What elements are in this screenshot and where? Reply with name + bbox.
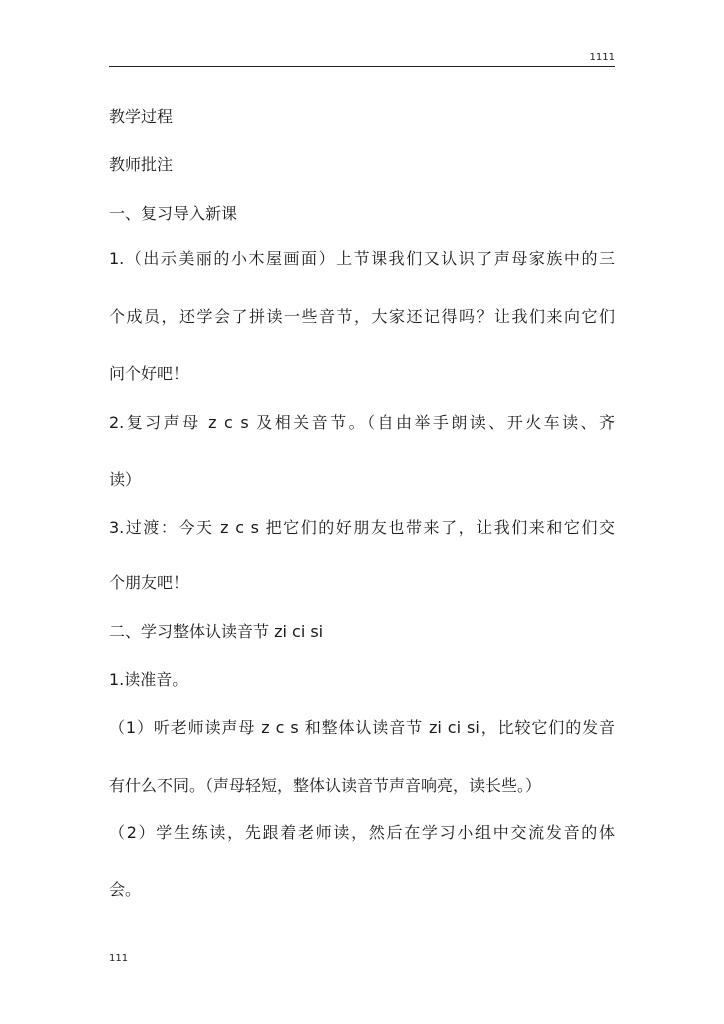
section-heading-syllables: 二、学习整体认读音节 zi ci si xyxy=(109,622,324,641)
paragraph-line: 个成员，还学会了拼读一些音节，大家还记得吗？让我们来向它们 xyxy=(109,307,615,326)
paragraph-line: （2）学生练读，先跟着老师读，然后在学习小组中交流发音的体 xyxy=(109,823,615,842)
paragraph-line: 个朋友吧！ xyxy=(109,573,190,592)
header-divider xyxy=(109,66,615,67)
paragraph-line: 会。 xyxy=(109,880,142,899)
paragraph-line: 1.（出示美丽的小木屋画面）上节课我们又认识了声母家族中的三 xyxy=(109,249,615,268)
paragraph-line: 问个好吧！ xyxy=(109,364,190,383)
paragraph-line: 3.过渡：今天 z c s 把它们的好朋友也带来了，让我们来和它们交 xyxy=(109,518,615,537)
paragraph-line: 读） xyxy=(109,470,142,489)
paragraph-line: 2.复习声母 z c s 及相关音节。（自由举手朗读、开火车读、齐 xyxy=(109,413,615,432)
header-page-number: 1111 xyxy=(589,52,615,63)
footer-page-number: 111 xyxy=(109,953,129,964)
subheading-pronunciation: 1.读准音。 xyxy=(109,670,189,689)
heading-teaching-process: 教学过程 xyxy=(109,107,174,126)
heading-teacher-notes: 教师批注 xyxy=(109,155,174,174)
paragraph-line: 有什么不同。（声母轻短，整体认读音节声音响亮，读长些。） xyxy=(109,776,542,795)
paragraph-line: （1）听老师读声母 z c s 和整体认读音节 zi ci si，比较它们的发音 xyxy=(109,718,615,737)
section-heading-review: 一、复习导入新课 xyxy=(109,204,238,223)
